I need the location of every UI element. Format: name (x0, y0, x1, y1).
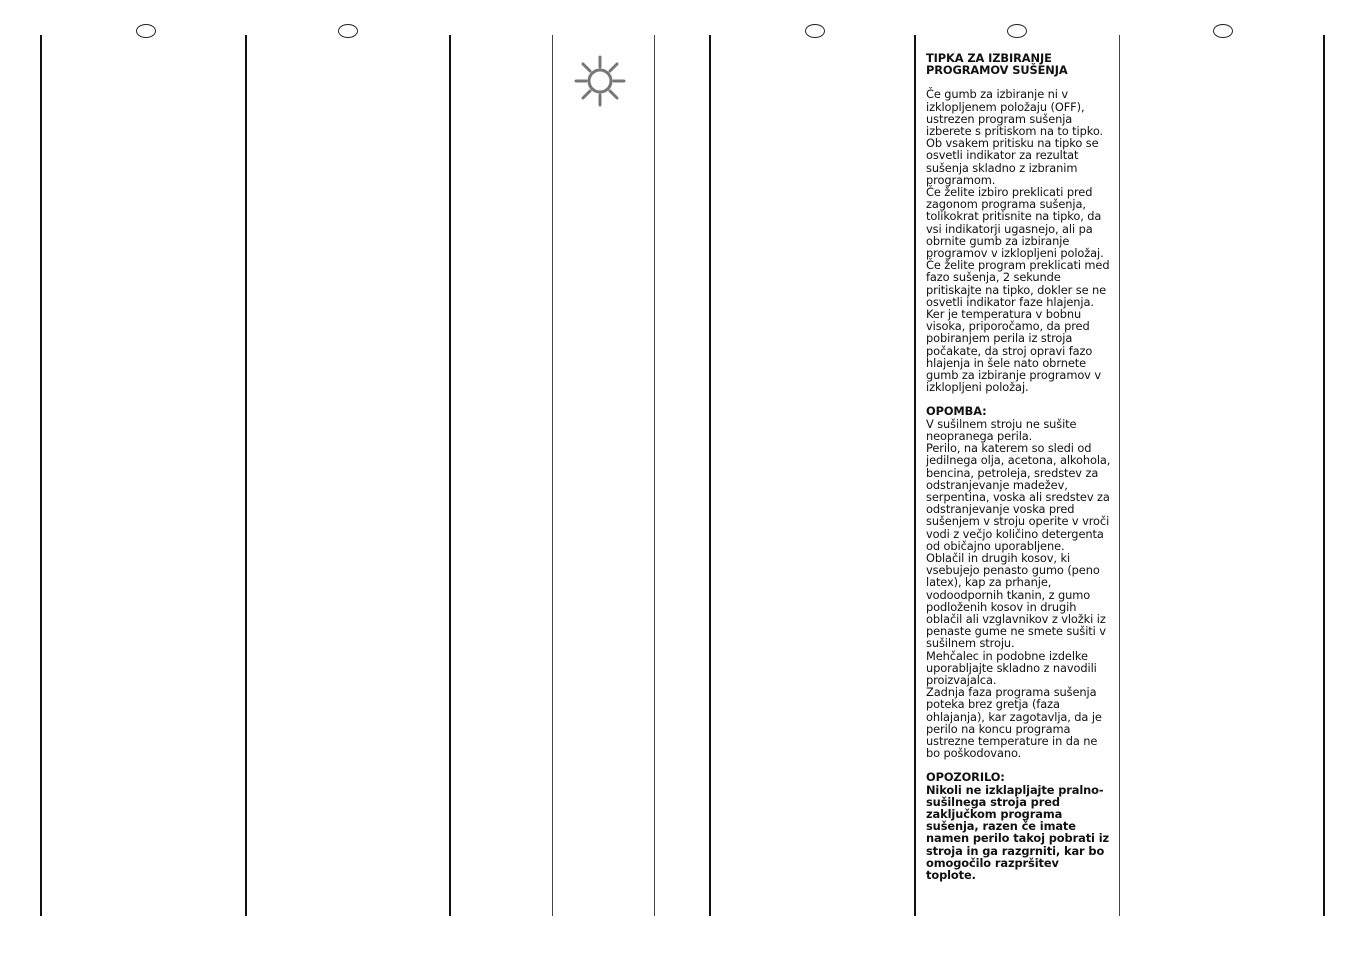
warning-label: OPOZORILO: (926, 770, 1005, 785)
column-divider (552, 35, 553, 916)
column-divider (245, 35, 247, 916)
column-divider (709, 35, 711, 916)
language-marker-oval (805, 24, 825, 38)
language-marker-oval (338, 24, 358, 38)
note-paragraph: V sušilnem stroju ne sušite neopranega perila. (926, 416, 1077, 443)
language-marker-oval (1007, 24, 1027, 38)
note-paragraph: Zadnja faza programa sušenja poteka brez gretja (faza ohlajanja), kar zagotavlja, da je perilo na koncu programa ustrezne temperature in da ne bo poškodovano. (926, 685, 1102, 761)
drying-program-section (926, 52, 1112, 881)
note-paragraph: Mehčalec in podobne izdelke uporabljajte skladno z navodili proizvajalca. (926, 648, 1097, 687)
column-divider (914, 35, 916, 916)
sun-icon (574, 55, 626, 107)
section-paragraph: Če gumb za izbiranje ni v izklopljenem položaju (OFF), ustrezen program sušenja izberete s pritiskom na to tipko. Ob vsakem pritisku na tipko se osvetli indikator za rezultat sušenja skladno z izbranim programom. (926, 87, 1104, 187)
section-title: TIPKA ZA IZBIRANJE PROGRAMOV SUŠENJA (926, 51, 1068, 78)
section-paragraph: Če želite program preklicati med fazo sušenja, 2 sekunde pritiskajte na tipko, dokler se ne osvetli indikator faze hlajenja. Ker je temperatura v bobnu visoka, priporočamo, da pred pobiranjem perila iz stroja počakate, da stroj opravi fazo hlajenja in šele nato obrnete gumb za izbiranje programov v izklopljeni položaj. (926, 258, 1110, 395)
note-label: OPOMBA: (926, 404, 987, 419)
language-marker-oval (1213, 24, 1233, 38)
column-divider (1323, 35, 1325, 916)
language-marker-oval (136, 24, 156, 38)
note-paragraph: Oblačil in drugih kosov, ki vsebujejo penasto gumo (peno latex), kap za prhanje, vodoodpornih tkanin, z gumo podloženih kosov in drugih oblačil ali vzglavnikov z vložki iz penaste gume ne smete sušiti v sušilnem stroju. (926, 550, 1106, 651)
column-divider (40, 35, 42, 916)
column-divider (654, 35, 655, 916)
section-paragraph: Če želite izbiro preklicati pred zagonom programa sušenja, tolikokrat pritisnite na tipko, da vsi indikatorji ugasnejo, ali pa obrnite gumb za izbiranje programov v izklopljeni položaj. (926, 185, 1104, 261)
column-divider (449, 35, 451, 916)
warning-text: Nikoli ne izklapljajte pralno-sušilnega stroja pred zaključkom programa sušenja, razen če imate namen perilo takoj pobrati iz stroja in ga razgrniti, kar bo omogočilo razpršitev toplote. (926, 782, 1110, 882)
note-paragraph: Perilo, na katerem so sledi od jedilnega olja, acetona, alkohola, bencina, petroleja, sredstev za odstranjevanje madežev, serpentina, voska ali sredstev za odstranjevanje voska pred sušenjem v stroju operite v vroči vodi z večjo količino detergenta od običajno uporabljene. (926, 441, 1111, 553)
column-divider (1119, 35, 1120, 916)
